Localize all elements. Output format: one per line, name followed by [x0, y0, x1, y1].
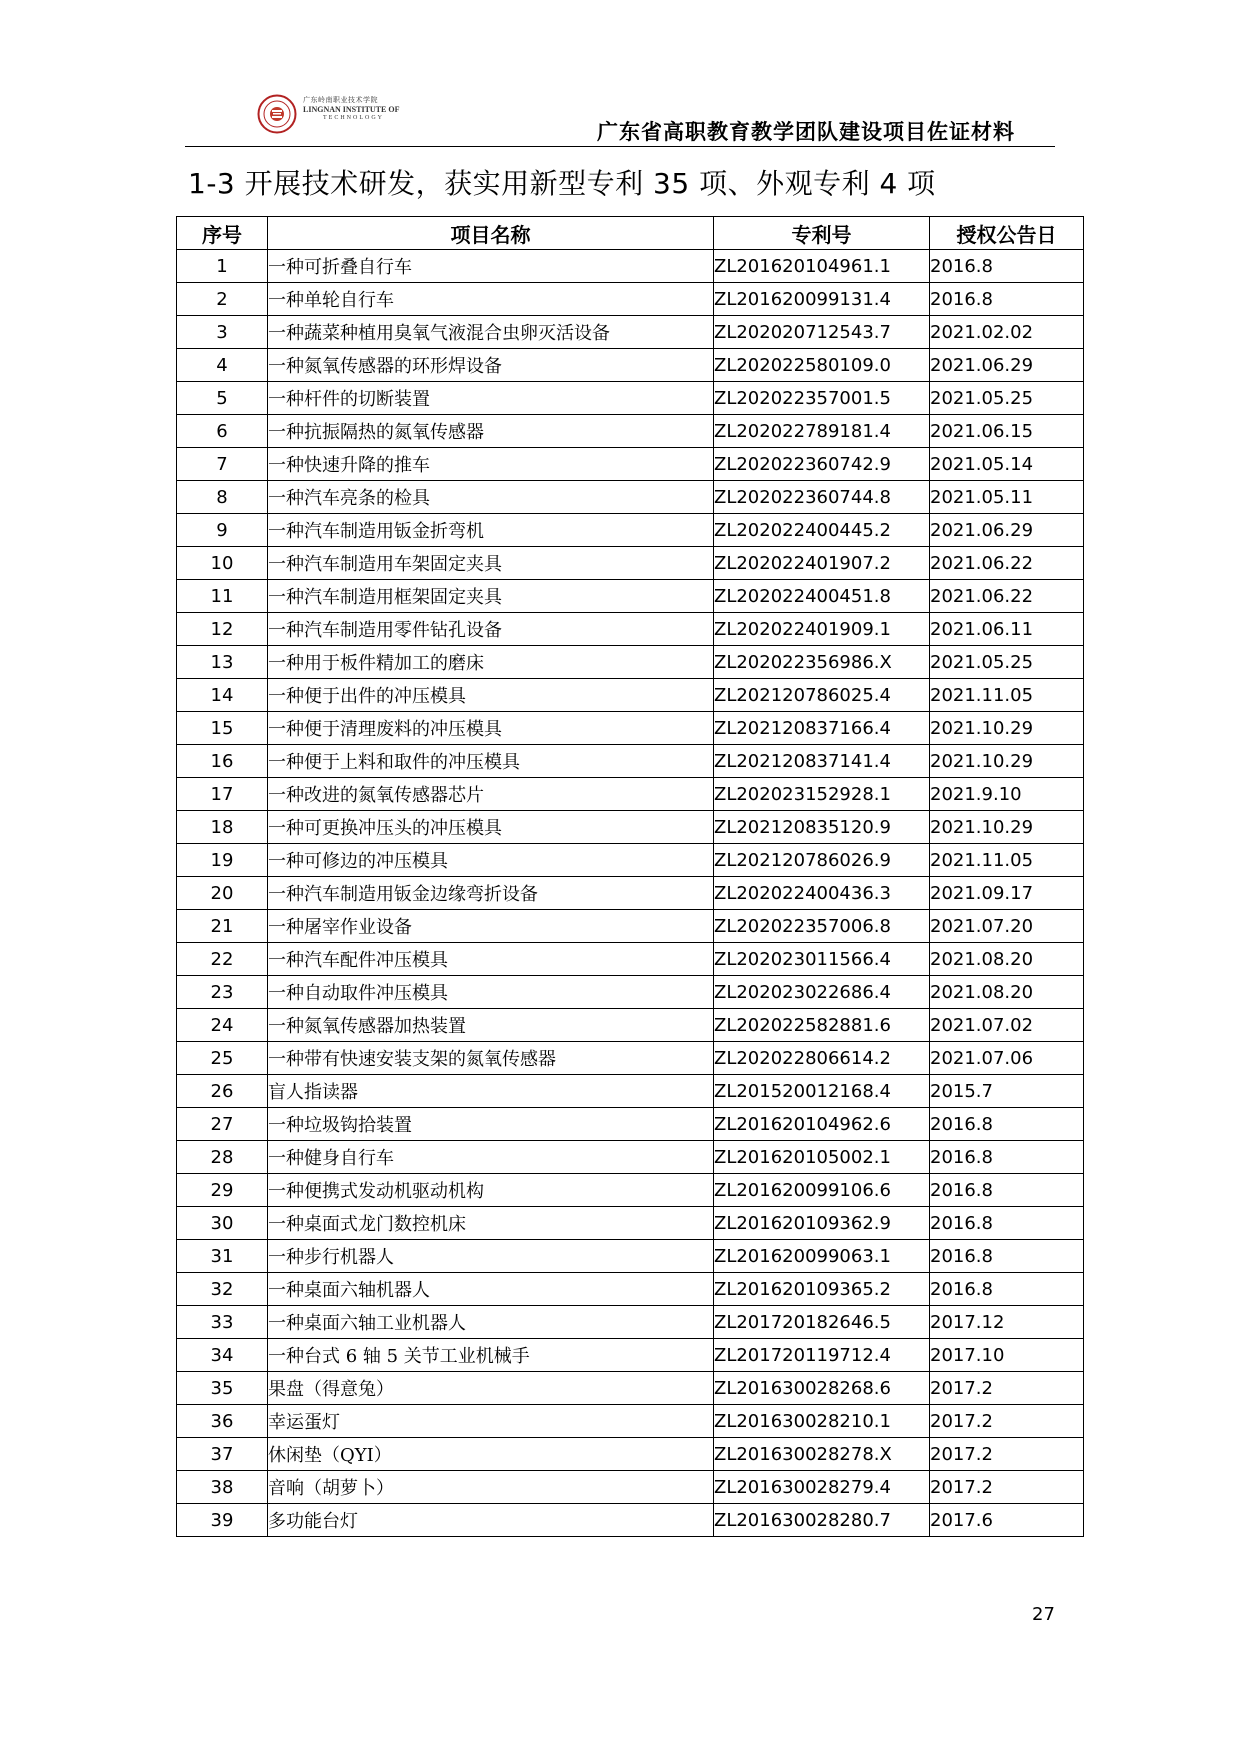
- row-number-cell: 21: [177, 910, 268, 943]
- patent-number-cell: ZL201630028210.1: [714, 1405, 930, 1438]
- project-name-cell: 一种用于板件精加工的磨床: [268, 646, 714, 679]
- row-number-cell: 39: [177, 1504, 268, 1537]
- patent-number-cell: ZL201620109365.2: [714, 1273, 930, 1306]
- row-number-cell: 1: [177, 250, 268, 283]
- project-name-cell: 一种氮氧传感器的环形焊设备: [268, 349, 714, 382]
- grant-date-cell: 2017.12: [930, 1306, 1084, 1339]
- table-row: [177, 613, 1084, 646]
- row-number-cell: 26: [177, 1075, 268, 1108]
- project-name-cell: 一种杆件的切断装置: [268, 382, 714, 415]
- patent-number-cell: ZL202120835120.9: [714, 811, 930, 844]
- project-name-cell: 幸运蛋灯: [268, 1405, 714, 1438]
- grant-date-cell: 2021.11.05: [930, 844, 1084, 877]
- table-row: [177, 910, 1084, 943]
- table-row: [177, 811, 1084, 844]
- patent-number-cell: ZL201620109362.9: [714, 1207, 930, 1240]
- project-name-cell: 一种可修边的冲压模具: [268, 844, 714, 877]
- patent-number-cell: ZL201630028279.4: [714, 1471, 930, 1504]
- project-name-cell: 盲人指读器: [268, 1075, 714, 1108]
- row-number-cell: 10: [177, 547, 268, 580]
- grant-date-cell: 2021.06.11: [930, 613, 1084, 646]
- project-name-cell: 一种健身自行车: [268, 1141, 714, 1174]
- grant-date-cell: 2016.8: [930, 1141, 1084, 1174]
- row-number-cell: 14: [177, 679, 268, 712]
- patent-number-cell: ZL201620104962.6: [714, 1108, 930, 1141]
- grant-date-cell: 2021.9.10: [930, 778, 1084, 811]
- table-row: [177, 1075, 1084, 1108]
- project-name-cell: 一种自动取件冲压模具: [268, 976, 714, 1009]
- project-name-cell: 一种蔬菜种植用臭氧气液混合虫卵灭活设备: [268, 316, 714, 349]
- page-number: 27: [1032, 1604, 1055, 1625]
- patent-number-cell: ZL202022582881.6: [714, 1009, 930, 1042]
- project-name-cell: 一种屠宰作业设备: [268, 910, 714, 943]
- section-title: 1-3 开展技术研发，获实用新型专利 35 项、外观专利 4 项: [188, 167, 936, 200]
- project-name-cell: 一种汽车亮条的检具: [268, 481, 714, 514]
- grant-date-cell: 2021.02.02: [930, 316, 1084, 349]
- table-row: [177, 778, 1084, 811]
- project-name-cell: 一种汽车制造用车架固定夹具: [268, 547, 714, 580]
- grant-date-cell: 2021.06.22: [930, 580, 1084, 613]
- table-row: [177, 745, 1084, 778]
- grant-date-cell: 2016.8: [930, 1174, 1084, 1207]
- patent-number-cell: ZL201630028278.X: [714, 1438, 930, 1471]
- column-header-patent-number: 专利号: [714, 217, 930, 250]
- table-row: [177, 250, 1084, 283]
- table-row: [177, 1174, 1084, 1207]
- project-name-cell: 一种快速升降的推车: [268, 448, 714, 481]
- patent-number-cell: ZL202022806614.2: [714, 1042, 930, 1075]
- table-row: [177, 976, 1084, 1009]
- row-number-cell: 38: [177, 1471, 268, 1504]
- row-number-cell: 2: [177, 283, 268, 316]
- grant-date-cell: 2021.10.29: [930, 745, 1084, 778]
- grant-date-cell: 2021.06.29: [930, 349, 1084, 382]
- table-row: [177, 1306, 1084, 1339]
- table-row: [177, 1405, 1084, 1438]
- table-row: [177, 1339, 1084, 1372]
- grant-date-cell: 2021.05.25: [930, 382, 1084, 415]
- page-header: [185, 90, 1055, 148]
- patent-number-cell: ZL201620099131.4: [714, 283, 930, 316]
- row-number-cell: 25: [177, 1042, 268, 1075]
- grant-date-cell: 2017.6: [930, 1504, 1084, 1537]
- college-emblem-icon: [257, 94, 297, 134]
- row-number-cell: 20: [177, 877, 268, 910]
- table-row: [177, 1504, 1084, 1537]
- table-header-row: [177, 217, 1084, 250]
- row-number-cell: 13: [177, 646, 268, 679]
- grant-date-cell: 2021.06.29: [930, 514, 1084, 547]
- row-number-cell: 6: [177, 415, 268, 448]
- patent-number-cell: ZL202023011566.4: [714, 943, 930, 976]
- project-name-cell: 一种抗振隔热的氮氧传感器: [268, 415, 714, 448]
- row-number-cell: 29: [177, 1174, 268, 1207]
- row-number-cell: 5: [177, 382, 268, 415]
- row-number-cell: 36: [177, 1405, 268, 1438]
- table-row: [177, 1042, 1084, 1075]
- table-row: [177, 1471, 1084, 1504]
- table-row: [177, 844, 1084, 877]
- project-name-cell: 一种汽车制造用钣金折弯机: [268, 514, 714, 547]
- table-row: [177, 580, 1084, 613]
- project-name-cell: 一种便于出件的冲压模具: [268, 679, 714, 712]
- patent-number-cell: ZL202022357001.5: [714, 382, 930, 415]
- grant-date-cell: 2021.08.20: [930, 943, 1084, 976]
- project-name-cell: 一种汽车制造用零件钻孔设备: [268, 613, 714, 646]
- patent-number-cell: ZL201620099106.6: [714, 1174, 930, 1207]
- row-number-cell: 30: [177, 1207, 268, 1240]
- table-row: [177, 1240, 1084, 1273]
- patent-number-cell: ZL201720119712.4: [714, 1339, 930, 1372]
- table-row: [177, 283, 1084, 316]
- table-row: [177, 382, 1084, 415]
- row-number-cell: 18: [177, 811, 268, 844]
- row-number-cell: 37: [177, 1438, 268, 1471]
- row-number-cell: 22: [177, 943, 268, 976]
- table-row: [177, 547, 1084, 580]
- project-name-cell: 一种可折叠自行车: [268, 250, 714, 283]
- row-number-cell: 23: [177, 976, 268, 1009]
- header-divider: [185, 146, 1055, 147]
- patent-number-cell: ZL202022401909.1: [714, 613, 930, 646]
- grant-date-cell: 2016.8: [930, 1240, 1084, 1273]
- table-row: [177, 1273, 1084, 1306]
- row-number-cell: 31: [177, 1240, 268, 1273]
- patent-number-cell: ZL202022400445.2: [714, 514, 930, 547]
- patent-number-cell: ZL202022580109.0: [714, 349, 930, 382]
- row-number-cell: 34: [177, 1339, 268, 1372]
- table-row: [177, 481, 1084, 514]
- grant-date-cell: 2021.06.22: [930, 547, 1084, 580]
- project-name-cell: 一种步行机器人: [268, 1240, 714, 1273]
- grant-date-cell: 2021.07.20: [930, 910, 1084, 943]
- patent-number-cell: ZL202022401907.2: [714, 547, 930, 580]
- column-header-number: 序号: [177, 217, 268, 250]
- patent-number-cell: ZL202022357006.8: [714, 910, 930, 943]
- patent-number-cell: ZL201620105002.1: [714, 1141, 930, 1174]
- patent-number-cell: ZL201630028268.6: [714, 1372, 930, 1405]
- table-row: [177, 1141, 1084, 1174]
- patent-number-cell: ZL202022360742.9: [714, 448, 930, 481]
- project-name-cell: 一种桌面六轴工业机器人: [268, 1306, 714, 1339]
- table-row: [177, 448, 1084, 481]
- logo-name-en: LINGNAN INSTITUTE OF: [303, 105, 400, 114]
- patent-number-cell: ZL202022400451.8: [714, 580, 930, 613]
- table-row: [177, 349, 1084, 382]
- project-name-cell: 一种桌面式龙门数控机床: [268, 1207, 714, 1240]
- table-body: [177, 250, 1084, 1537]
- header-title: 广东省高职教育教学团队建设项目佐证材料: [597, 120, 1015, 144]
- grant-date-cell: 2016.8: [930, 1108, 1084, 1141]
- grant-date-cell: 2016.8: [930, 283, 1084, 316]
- project-name-cell: 一种单轮自行车: [268, 283, 714, 316]
- table-row: [177, 646, 1084, 679]
- table-row: [177, 679, 1084, 712]
- table-row: [177, 415, 1084, 448]
- table-row: [177, 1207, 1084, 1240]
- grant-date-cell: 2017.2: [930, 1405, 1084, 1438]
- project-name-cell: 果盘（得意兔）: [268, 1372, 714, 1405]
- table-row: [177, 1108, 1084, 1141]
- row-number-cell: 8: [177, 481, 268, 514]
- patent-table: [176, 216, 1084, 1537]
- grant-date-cell: 2021.08.20: [930, 976, 1084, 1009]
- grant-date-cell: 2017.2: [930, 1438, 1084, 1471]
- project-name-cell: 音响（胡萝卜）: [268, 1471, 714, 1504]
- patent-number-cell: ZL202020712543.7: [714, 316, 930, 349]
- patent-number-cell: ZL202120786026.9: [714, 844, 930, 877]
- logo-name-en2: TECHNOLOGY: [323, 115, 384, 121]
- patent-number-cell: ZL202120837166.4: [714, 712, 930, 745]
- grant-date-cell: 2016.8: [930, 1207, 1084, 1240]
- grant-date-cell: 2021.06.15: [930, 415, 1084, 448]
- table-row: [177, 712, 1084, 745]
- row-number-cell: 19: [177, 844, 268, 877]
- project-name-cell: 一种带有快速安装支架的氮氧传感器: [268, 1042, 714, 1075]
- row-number-cell: 3: [177, 316, 268, 349]
- grant-date-cell: 2021.05.25: [930, 646, 1084, 679]
- row-number-cell: 15: [177, 712, 268, 745]
- table-row: [177, 1372, 1084, 1405]
- project-name-cell: 一种便携式发动机驱动机构: [268, 1174, 714, 1207]
- patent-number-cell: ZL201630028280.7: [714, 1504, 930, 1537]
- table-row: [177, 1009, 1084, 1042]
- project-name-cell: 一种台式 6 轴 5 关节工业机械手: [268, 1339, 714, 1372]
- column-header-project-name: 项目名称: [268, 217, 714, 250]
- patent-number-cell: ZL202022400436.3: [714, 877, 930, 910]
- row-number-cell: 28: [177, 1141, 268, 1174]
- table-row: [177, 514, 1084, 547]
- patent-number-cell: ZL202022360744.8: [714, 481, 930, 514]
- project-name-cell: 一种汽车配件冲压模具: [268, 943, 714, 976]
- project-name-cell: 一种汽车制造用钣金边缘弯折设备: [268, 877, 714, 910]
- row-number-cell: 24: [177, 1009, 268, 1042]
- grant-date-cell: 2017.2: [930, 1471, 1084, 1504]
- project-name-cell: 一种改进的氮氧传感器芯片: [268, 778, 714, 811]
- grant-date-cell: 2021.10.29: [930, 811, 1084, 844]
- project-name-cell: 一种桌面六轴机器人: [268, 1273, 714, 1306]
- project-name-cell: 一种氮氧传感器加热装置: [268, 1009, 714, 1042]
- grant-date-cell: 2021.10.29: [930, 712, 1084, 745]
- project-name-cell: 一种垃圾钩拾装置: [268, 1108, 714, 1141]
- patent-number-cell: ZL201620099063.1: [714, 1240, 930, 1273]
- row-number-cell: 12: [177, 613, 268, 646]
- grant-date-cell: 2021.07.02: [930, 1009, 1084, 1042]
- project-name-cell: 一种便于上料和取件的冲压模具: [268, 745, 714, 778]
- table-row: [177, 1438, 1084, 1471]
- patent-number-cell: ZL202022789181.4: [714, 415, 930, 448]
- patent-number-cell: ZL201720182646.5: [714, 1306, 930, 1339]
- row-number-cell: 11: [177, 580, 268, 613]
- patent-number-cell: ZL202120786025.4: [714, 679, 930, 712]
- row-number-cell: 4: [177, 349, 268, 382]
- grant-date-cell: 2021.11.05: [930, 679, 1084, 712]
- grant-date-cell: 2017.10: [930, 1339, 1084, 1372]
- grant-date-cell: 2021.05.14: [930, 448, 1084, 481]
- project-name-cell: 一种可更换冲压头的冲压模具: [268, 811, 714, 844]
- grant-date-cell: 2017.2: [930, 1372, 1084, 1405]
- logo-name-cn: 广东岭南职业技术学院: [303, 96, 378, 104]
- patent-number-cell: ZL202023022686.4: [714, 976, 930, 1009]
- college-logo-text: [303, 96, 399, 123]
- table-row: [177, 877, 1084, 910]
- row-number-cell: 9: [177, 514, 268, 547]
- patent-number-cell: ZL202022356986.X: [714, 646, 930, 679]
- row-number-cell: 33: [177, 1306, 268, 1339]
- column-header-grant-date: 授权公告日: [930, 217, 1084, 250]
- grant-date-cell: 2015.7: [930, 1075, 1084, 1108]
- table-row: [177, 943, 1084, 976]
- patent-number-cell: ZL201620104961.1: [714, 250, 930, 283]
- grant-date-cell: 2016.8: [930, 250, 1084, 283]
- row-number-cell: 35: [177, 1372, 268, 1405]
- project-name-cell: 一种汽车制造用框架固定夹具: [268, 580, 714, 613]
- row-number-cell: 32: [177, 1273, 268, 1306]
- project-name-cell: 休闲垫（QYI）: [268, 1438, 714, 1471]
- grant-date-cell: 2016.8: [930, 1273, 1084, 1306]
- row-number-cell: 16: [177, 745, 268, 778]
- table-row: [177, 316, 1084, 349]
- project-name-cell: 一种便于清理废料的冲压模具: [268, 712, 714, 745]
- row-number-cell: 17: [177, 778, 268, 811]
- patent-number-cell: ZL201520012168.4: [714, 1075, 930, 1108]
- grant-date-cell: 2021.09.17: [930, 877, 1084, 910]
- grant-date-cell: 2021.07.06: [930, 1042, 1084, 1075]
- patent-number-cell: ZL202120837141.4: [714, 745, 930, 778]
- grant-date-cell: 2021.05.11: [930, 481, 1084, 514]
- project-name-cell: 多功能台灯: [268, 1504, 714, 1537]
- row-number-cell: 7: [177, 448, 268, 481]
- row-number-cell: 27: [177, 1108, 268, 1141]
- patent-number-cell: ZL202023152928.1: [714, 778, 930, 811]
